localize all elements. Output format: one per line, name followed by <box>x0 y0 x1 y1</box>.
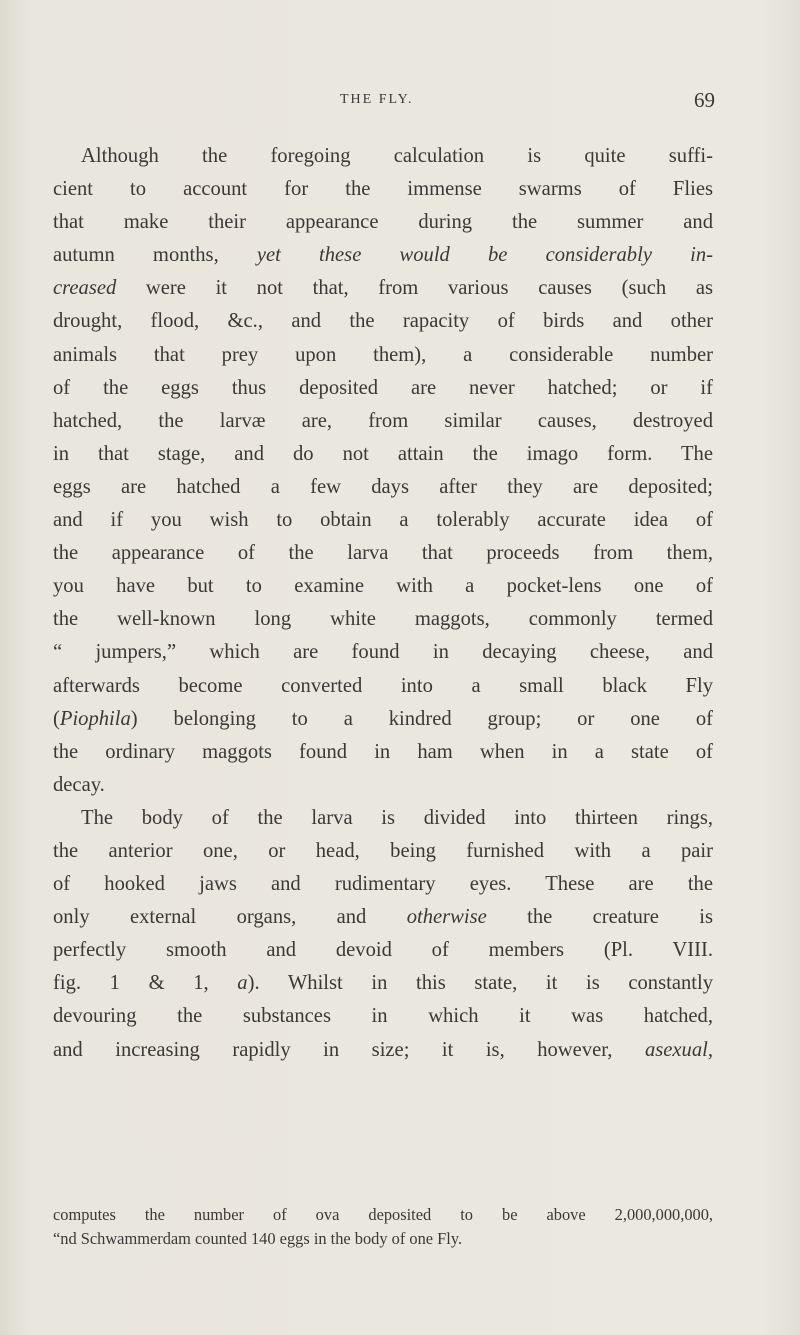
text-line: and increasing rapidly in size; it is, however, asexual, <box>53 1038 713 1061</box>
footnote-line: “nd Schwammerdam counted 140 eggs in the body of one Fly. <box>53 1229 463 1248</box>
text-line: animals that prey upon them), a considerable number <box>53 343 713 366</box>
text-line: only external organs, and otherwise the creature is <box>53 906 714 929</box>
italic-phrase: yet these would be considerably in- <box>256 244 713 267</box>
text-line: “ jumpers,” which are found in decaying cheese, and <box>53 641 713 664</box>
text-line: decay. <box>53 773 105 796</box>
text-line: devouring the substances in which it was hatched, <box>53 1005 713 1028</box>
text-line: the well-known long white maggots, commonly termed <box>53 608 713 631</box>
text-line: drought, flood, &c., and the rapacity of birds and other <box>53 310 713 333</box>
text-line: of the eggs thus deposited are never hatched; or if <box>53 376 713 399</box>
footnote <box>53 1203 713 1251</box>
text-line: creased were it not that, from various causes (such as <box>53 277 713 300</box>
text-line: hatched, the larvæ are, from similar causes, destroyed <box>53 409 713 432</box>
page-number: 69 <box>694 88 715 112</box>
text-line: the ordinary maggots found in ham when in a state of <box>53 740 713 763</box>
text-line: The body of the larva is divided into thirteen rings, <box>81 806 713 829</box>
italic-word: otherwise <box>406 906 487 929</box>
text-line: cient to account for the immense swarms of Flies <box>53 178 713 201</box>
text-line: eggs are hatched a few days after they are deposited; <box>53 475 713 498</box>
footnote-line: computes the number of ova deposited to be above 2,000,000,000, <box>53 1205 713 1224</box>
text-line: fig. 1 & 1, a). Whilst in this state, it is constantly <box>53 972 713 995</box>
text-line: of hooked jaws and rudimentary eyes. These are the <box>53 873 713 896</box>
text-line: perfectly smooth and devoid of members (Pl. VIII. <box>53 939 713 962</box>
body-text <box>53 140 713 1067</box>
text-line: autumn months, yet these would be considerably in- <box>53 244 713 267</box>
text-line: in that stage, and do not attain the imago form. The <box>53 442 713 465</box>
italic-genus: Piophila <box>59 707 131 730</box>
text-line: (Piophila) belonging to a kindred group; or one of <box>53 707 713 730</box>
italic-phrase: creased <box>53 277 117 300</box>
text-line: Although the foregoing calculation is quite suffi- <box>81 145 713 167</box>
italic-letter: a <box>237 972 248 995</box>
text-line: that make their appearance during the summer and <box>53 211 713 234</box>
page-header <box>0 88 800 118</box>
text-line: the anterior one, or head, being furnished with a pair <box>53 839 713 862</box>
text-line: afterwards become converted into a small black Fly <box>53 674 713 697</box>
text-line: you have but to examine with a pocket-lens one of <box>53 575 713 598</box>
text-line: the appearance of the larva that proceeds from them, <box>53 542 713 565</box>
running-head: THE FLY. <box>340 92 414 107</box>
italic-word: asexual, <box>644 1038 713 1061</box>
text-line: and if you wish to obtain a tolerably accurate idea of <box>53 509 713 532</box>
